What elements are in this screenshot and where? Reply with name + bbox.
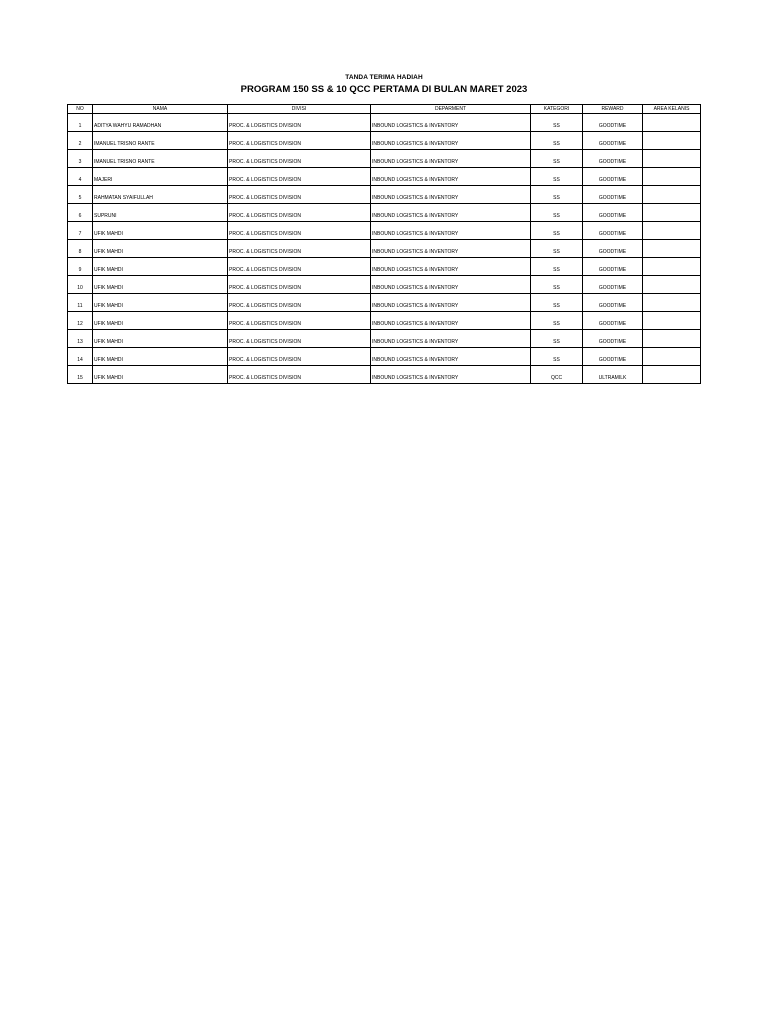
cell-nama: UFIK MAHDI bbox=[93, 366, 228, 384]
cell-area bbox=[643, 150, 701, 168]
cell-area bbox=[643, 366, 701, 384]
table-row bbox=[68, 240, 701, 258]
cell-reward: GOODTIME bbox=[583, 240, 643, 258]
cell-divisi: PROC. & LOGISTICS DIVISION bbox=[228, 240, 371, 258]
cell-divisi: PROC. & LOGISTICS DIVISION bbox=[228, 258, 371, 276]
cell-no: 6 bbox=[68, 204, 93, 222]
table-row bbox=[68, 150, 701, 168]
cell-reward: GOODTIME bbox=[583, 186, 643, 204]
cell-nama: UFIK MAHDI bbox=[93, 348, 228, 366]
cell-divisi: PROC. & LOGISTICS DIVISION bbox=[228, 294, 371, 312]
cell-department: INBOUND LOGISTICS & INVENTORY bbox=[371, 186, 531, 204]
cell-reward: GOODTIME bbox=[583, 312, 643, 330]
cell-nama: UFIK MAHDI bbox=[93, 240, 228, 258]
cell-divisi: PROC. & LOGISTICS DIVISION bbox=[228, 204, 371, 222]
table-row bbox=[68, 222, 701, 240]
table-row bbox=[68, 330, 701, 348]
column-header-reward: REWARD bbox=[583, 105, 643, 114]
table-row bbox=[68, 186, 701, 204]
cell-reward: GOODTIME bbox=[583, 294, 643, 312]
cell-kategori: SS bbox=[531, 186, 583, 204]
cell-divisi: PROC. & LOGISTICS DIVISION bbox=[228, 114, 371, 132]
cell-department: INBOUND LOGISTICS & INVENTORY bbox=[371, 312, 531, 330]
cell-divisi: PROC. & LOGISTICS DIVISION bbox=[228, 366, 371, 384]
cell-kategori: SS bbox=[531, 258, 583, 276]
cell-divisi: PROC. & LOGISTICS DIVISION bbox=[228, 150, 371, 168]
column-header-department: DEPARMENT bbox=[371, 105, 531, 114]
cell-no: 3 bbox=[68, 150, 93, 168]
cell-area bbox=[643, 258, 701, 276]
table-body bbox=[68, 114, 701, 384]
cell-no: 9 bbox=[68, 258, 93, 276]
cell-no: 13 bbox=[68, 330, 93, 348]
cell-kategori: SS bbox=[531, 276, 583, 294]
cell-department: INBOUND LOGISTICS & INVENTORY bbox=[371, 168, 531, 186]
cell-divisi: PROC. & LOGISTICS DIVISION bbox=[228, 168, 371, 186]
cell-department: INBOUND LOGISTICS & INVENTORY bbox=[371, 240, 531, 258]
cell-reward: ULTRAMILK bbox=[583, 366, 643, 384]
document-subtitle: TANDA TERIMA HADIAH bbox=[345, 74, 423, 81]
cell-area bbox=[643, 348, 701, 366]
cell-divisi: PROC. & LOGISTICS DIVISION bbox=[228, 276, 371, 294]
cell-reward: GOODTIME bbox=[583, 204, 643, 222]
table-row bbox=[68, 258, 701, 276]
column-header-area: AREA KELANIS bbox=[643, 105, 701, 114]
cell-kategori: SS bbox=[531, 114, 583, 132]
cell-department: INBOUND LOGISTICS & INVENTORY bbox=[371, 366, 531, 384]
cell-reward: GOODTIME bbox=[583, 276, 643, 294]
cell-area bbox=[643, 168, 701, 186]
table-row bbox=[68, 204, 701, 222]
cell-no: 11 bbox=[68, 294, 93, 312]
cell-department: INBOUND LOGISTICS & INVENTORY bbox=[371, 222, 531, 240]
cell-nama: UFIK MAHDI bbox=[93, 222, 228, 240]
cell-kategori: QCC bbox=[531, 366, 583, 384]
reward-receipt-table bbox=[67, 104, 701, 384]
cell-nama: UFIK MAHDI bbox=[93, 258, 228, 276]
cell-reward: GOODTIME bbox=[583, 132, 643, 150]
cell-nama: UFIK MAHDI bbox=[93, 330, 228, 348]
cell-department: INBOUND LOGISTICS & INVENTORY bbox=[371, 114, 531, 132]
cell-kategori: SS bbox=[531, 294, 583, 312]
cell-area bbox=[643, 204, 701, 222]
cell-no: 5 bbox=[68, 186, 93, 204]
cell-area bbox=[643, 294, 701, 312]
cell-no: 1 bbox=[68, 114, 93, 132]
cell-divisi: PROC. & LOGISTICS DIVISION bbox=[228, 348, 371, 366]
cell-divisi: PROC. & LOGISTICS DIVISION bbox=[228, 330, 371, 348]
cell-nama: IMANUEL TRISNO RANTE bbox=[93, 132, 228, 150]
cell-divisi: PROC. & LOGISTICS DIVISION bbox=[228, 222, 371, 240]
cell-reward: GOODTIME bbox=[583, 330, 643, 348]
cell-no: 7 bbox=[68, 222, 93, 240]
cell-department: INBOUND LOGISTICS & INVENTORY bbox=[371, 276, 531, 294]
cell-reward: GOODTIME bbox=[583, 168, 643, 186]
cell-nama: MAJERI bbox=[93, 168, 228, 186]
cell-kategori: SS bbox=[531, 348, 583, 366]
cell-department: INBOUND LOGISTICS & INVENTORY bbox=[371, 132, 531, 150]
cell-no: 12 bbox=[68, 312, 93, 330]
cell-kategori: SS bbox=[531, 240, 583, 258]
cell-department: INBOUND LOGISTICS & INVENTORY bbox=[371, 330, 531, 348]
document-title: PROGRAM 150 SS & 10 QCC PERTAMA DI BULAN MARET 2023 bbox=[240, 84, 528, 95]
cell-area bbox=[643, 132, 701, 150]
table-row bbox=[68, 132, 701, 150]
table-row bbox=[68, 312, 701, 330]
cell-nama: SUPRUNI bbox=[93, 204, 228, 222]
cell-department: INBOUND LOGISTICS & INVENTORY bbox=[371, 150, 531, 168]
cell-kategori: SS bbox=[531, 222, 583, 240]
cell-reward: GOODTIME bbox=[583, 222, 643, 240]
column-header-divisi: DIVISI bbox=[228, 105, 371, 114]
cell-divisi: PROC. & LOGISTICS DIVISION bbox=[228, 312, 371, 330]
column-header-kategori: KATEGORI bbox=[531, 105, 583, 114]
table-row bbox=[68, 294, 701, 312]
cell-reward: GOODTIME bbox=[583, 348, 643, 366]
cell-divisi: PROC. & LOGISTICS DIVISION bbox=[228, 132, 371, 150]
table-header-row bbox=[68, 105, 701, 114]
cell-department: INBOUND LOGISTICS & INVENTORY bbox=[371, 348, 531, 366]
cell-reward: GOODTIME bbox=[583, 150, 643, 168]
cell-nama: UFIK MAHDI bbox=[93, 294, 228, 312]
column-header-no: NO bbox=[68, 105, 93, 114]
cell-department: INBOUND LOGISTICS & INVENTORY bbox=[371, 294, 531, 312]
cell-divisi: PROC. & LOGISTICS DIVISION bbox=[228, 186, 371, 204]
cell-kategori: SS bbox=[531, 204, 583, 222]
column-header-nama: NAMA bbox=[93, 105, 228, 114]
cell-nama: IMANUEL TRISNO RANTE bbox=[93, 150, 228, 168]
table-row bbox=[68, 276, 701, 294]
cell-kategori: SS bbox=[531, 168, 583, 186]
cell-department: INBOUND LOGISTICS & INVENTORY bbox=[371, 204, 531, 222]
cell-area bbox=[643, 240, 701, 258]
cell-department: INBOUND LOGISTICS & INVENTORY bbox=[371, 258, 531, 276]
cell-area bbox=[643, 312, 701, 330]
table-row bbox=[68, 366, 701, 384]
cell-kategori: SS bbox=[531, 132, 583, 150]
cell-area bbox=[643, 330, 701, 348]
cell-nama: UFIK MAHDI bbox=[93, 276, 228, 294]
cell-area bbox=[643, 186, 701, 204]
cell-reward: GOODTIME bbox=[583, 114, 643, 132]
cell-kategori: SS bbox=[531, 330, 583, 348]
cell-reward: GOODTIME bbox=[583, 258, 643, 276]
cell-nama: RAHMATAN SYAIFULLAH bbox=[93, 186, 228, 204]
table-row bbox=[68, 168, 701, 186]
cell-no: 10 bbox=[68, 276, 93, 294]
cell-nama: UFIK MAHDI bbox=[93, 312, 228, 330]
cell-nama: ADITYA WAHYU RAMADHAN bbox=[93, 114, 228, 132]
cell-no: 14 bbox=[68, 348, 93, 366]
cell-kategori: SS bbox=[531, 312, 583, 330]
cell-no: 15 bbox=[68, 366, 93, 384]
cell-no: 8 bbox=[68, 240, 93, 258]
table-row bbox=[68, 348, 701, 366]
table-row bbox=[68, 114, 701, 132]
cell-area bbox=[643, 114, 701, 132]
cell-no: 2 bbox=[68, 132, 93, 150]
cell-area bbox=[643, 222, 701, 240]
cell-area bbox=[643, 276, 701, 294]
cell-no: 4 bbox=[68, 168, 93, 186]
cell-kategori: SS bbox=[531, 150, 583, 168]
